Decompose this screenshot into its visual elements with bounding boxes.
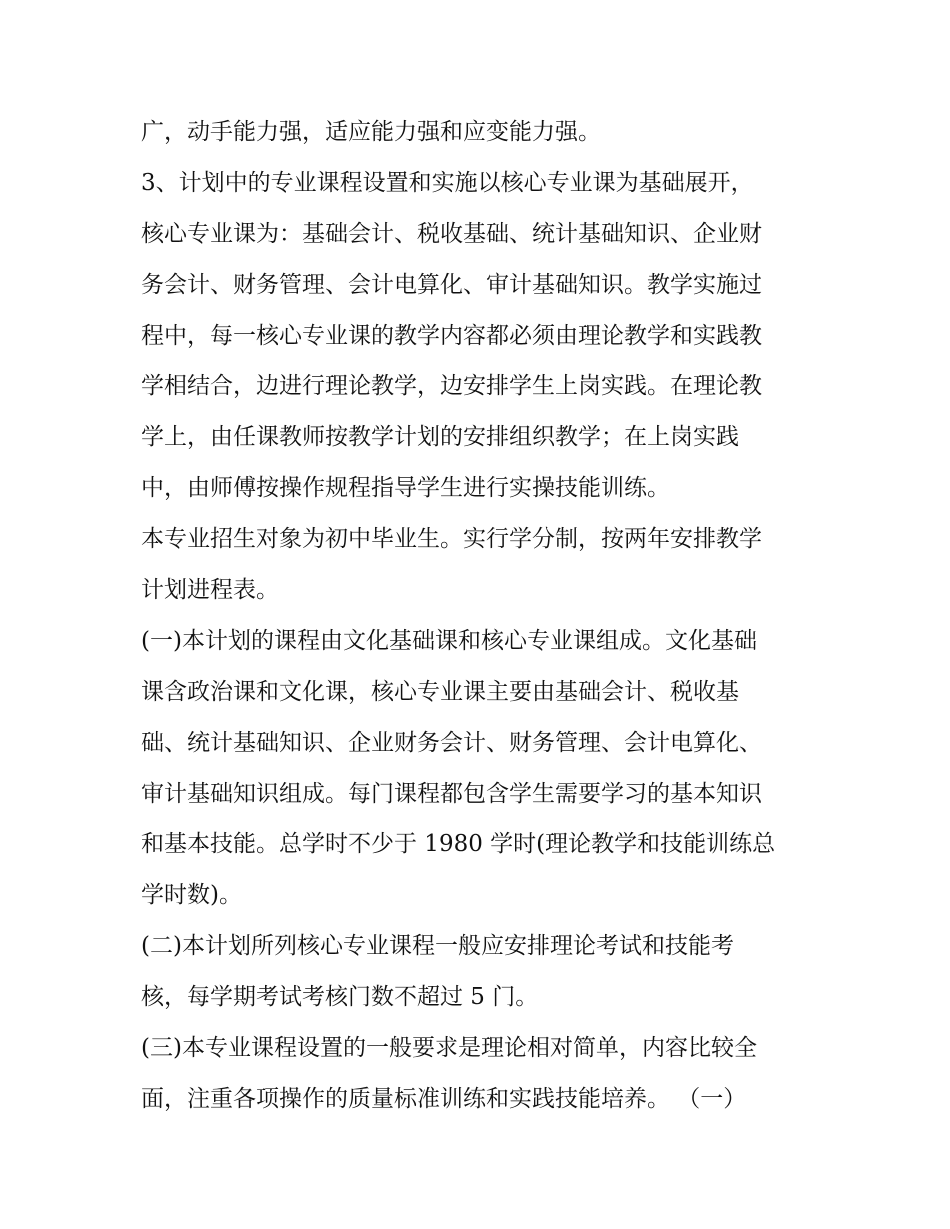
text-line: 中，由师傅按操作规程指导学生进行实操技能训练。 [141,475,670,502]
text-line: 学时数)。 [141,882,242,909]
text-line: 课含政治课和文化课，核心专业课主要由基础会计、税收基 [141,678,739,705]
text-line: 学上，由任课教师按教学计划的安排组织教学；在上岗实践 [141,424,739,451]
text-line: 本专业招生对象为初中毕业生。实行学分制，按两年安排教学 [141,526,762,553]
text-line: 程中，每一核心专业课的教学内容都必须由理论教学和实践教 [141,322,762,349]
text-line: 计划进程表。 [141,577,279,604]
text-line: 核，每学期考试考核门数不超过 5 门。 [141,984,539,1011]
text-line: (一)本计划的课程由文化基础课和核心专业课组成。文化基础 [141,627,757,654]
document-body [141,107,821,1125]
text-line: 面，注重各项操作的质量标准训练和实践技能培养。 （一） [141,1085,747,1112]
text-line: 务会计、财务管理、会计电算化、审计基础知识。教学实施过 [141,271,762,298]
text-line: 础、统计基础知识、企业财务会计、财务管理、会计电算化、 [141,729,762,756]
text-line: 审计基础知识组成。每门课程都包含学生需要学习的基本知识 [141,780,762,807]
text-line: 广，动手能力强，适应能力强和应变能力强。 [141,119,601,145]
text-line: 3、计划中的专业课程设置和实施以核心专业课为基础展开， [141,169,754,196]
text-line: (二)本计划所列核心专业课程一般应安排理论考试和技能考 [141,933,734,960]
text-line: 学相结合，边进行理论教学，边安排学生上岗实践。在理论教 [141,373,762,400]
text-line: 和基本技能。总学时不少于 1980 学时(理论教学和技能训练总 [141,831,776,858]
text-line: (三)本专业课程设置的一般要求是理论相对简单，内容比较全 [141,1035,757,1062]
text-line: 核心专业课为：基础会计、税收基础、统计基础知识、企业财 [141,220,762,247]
